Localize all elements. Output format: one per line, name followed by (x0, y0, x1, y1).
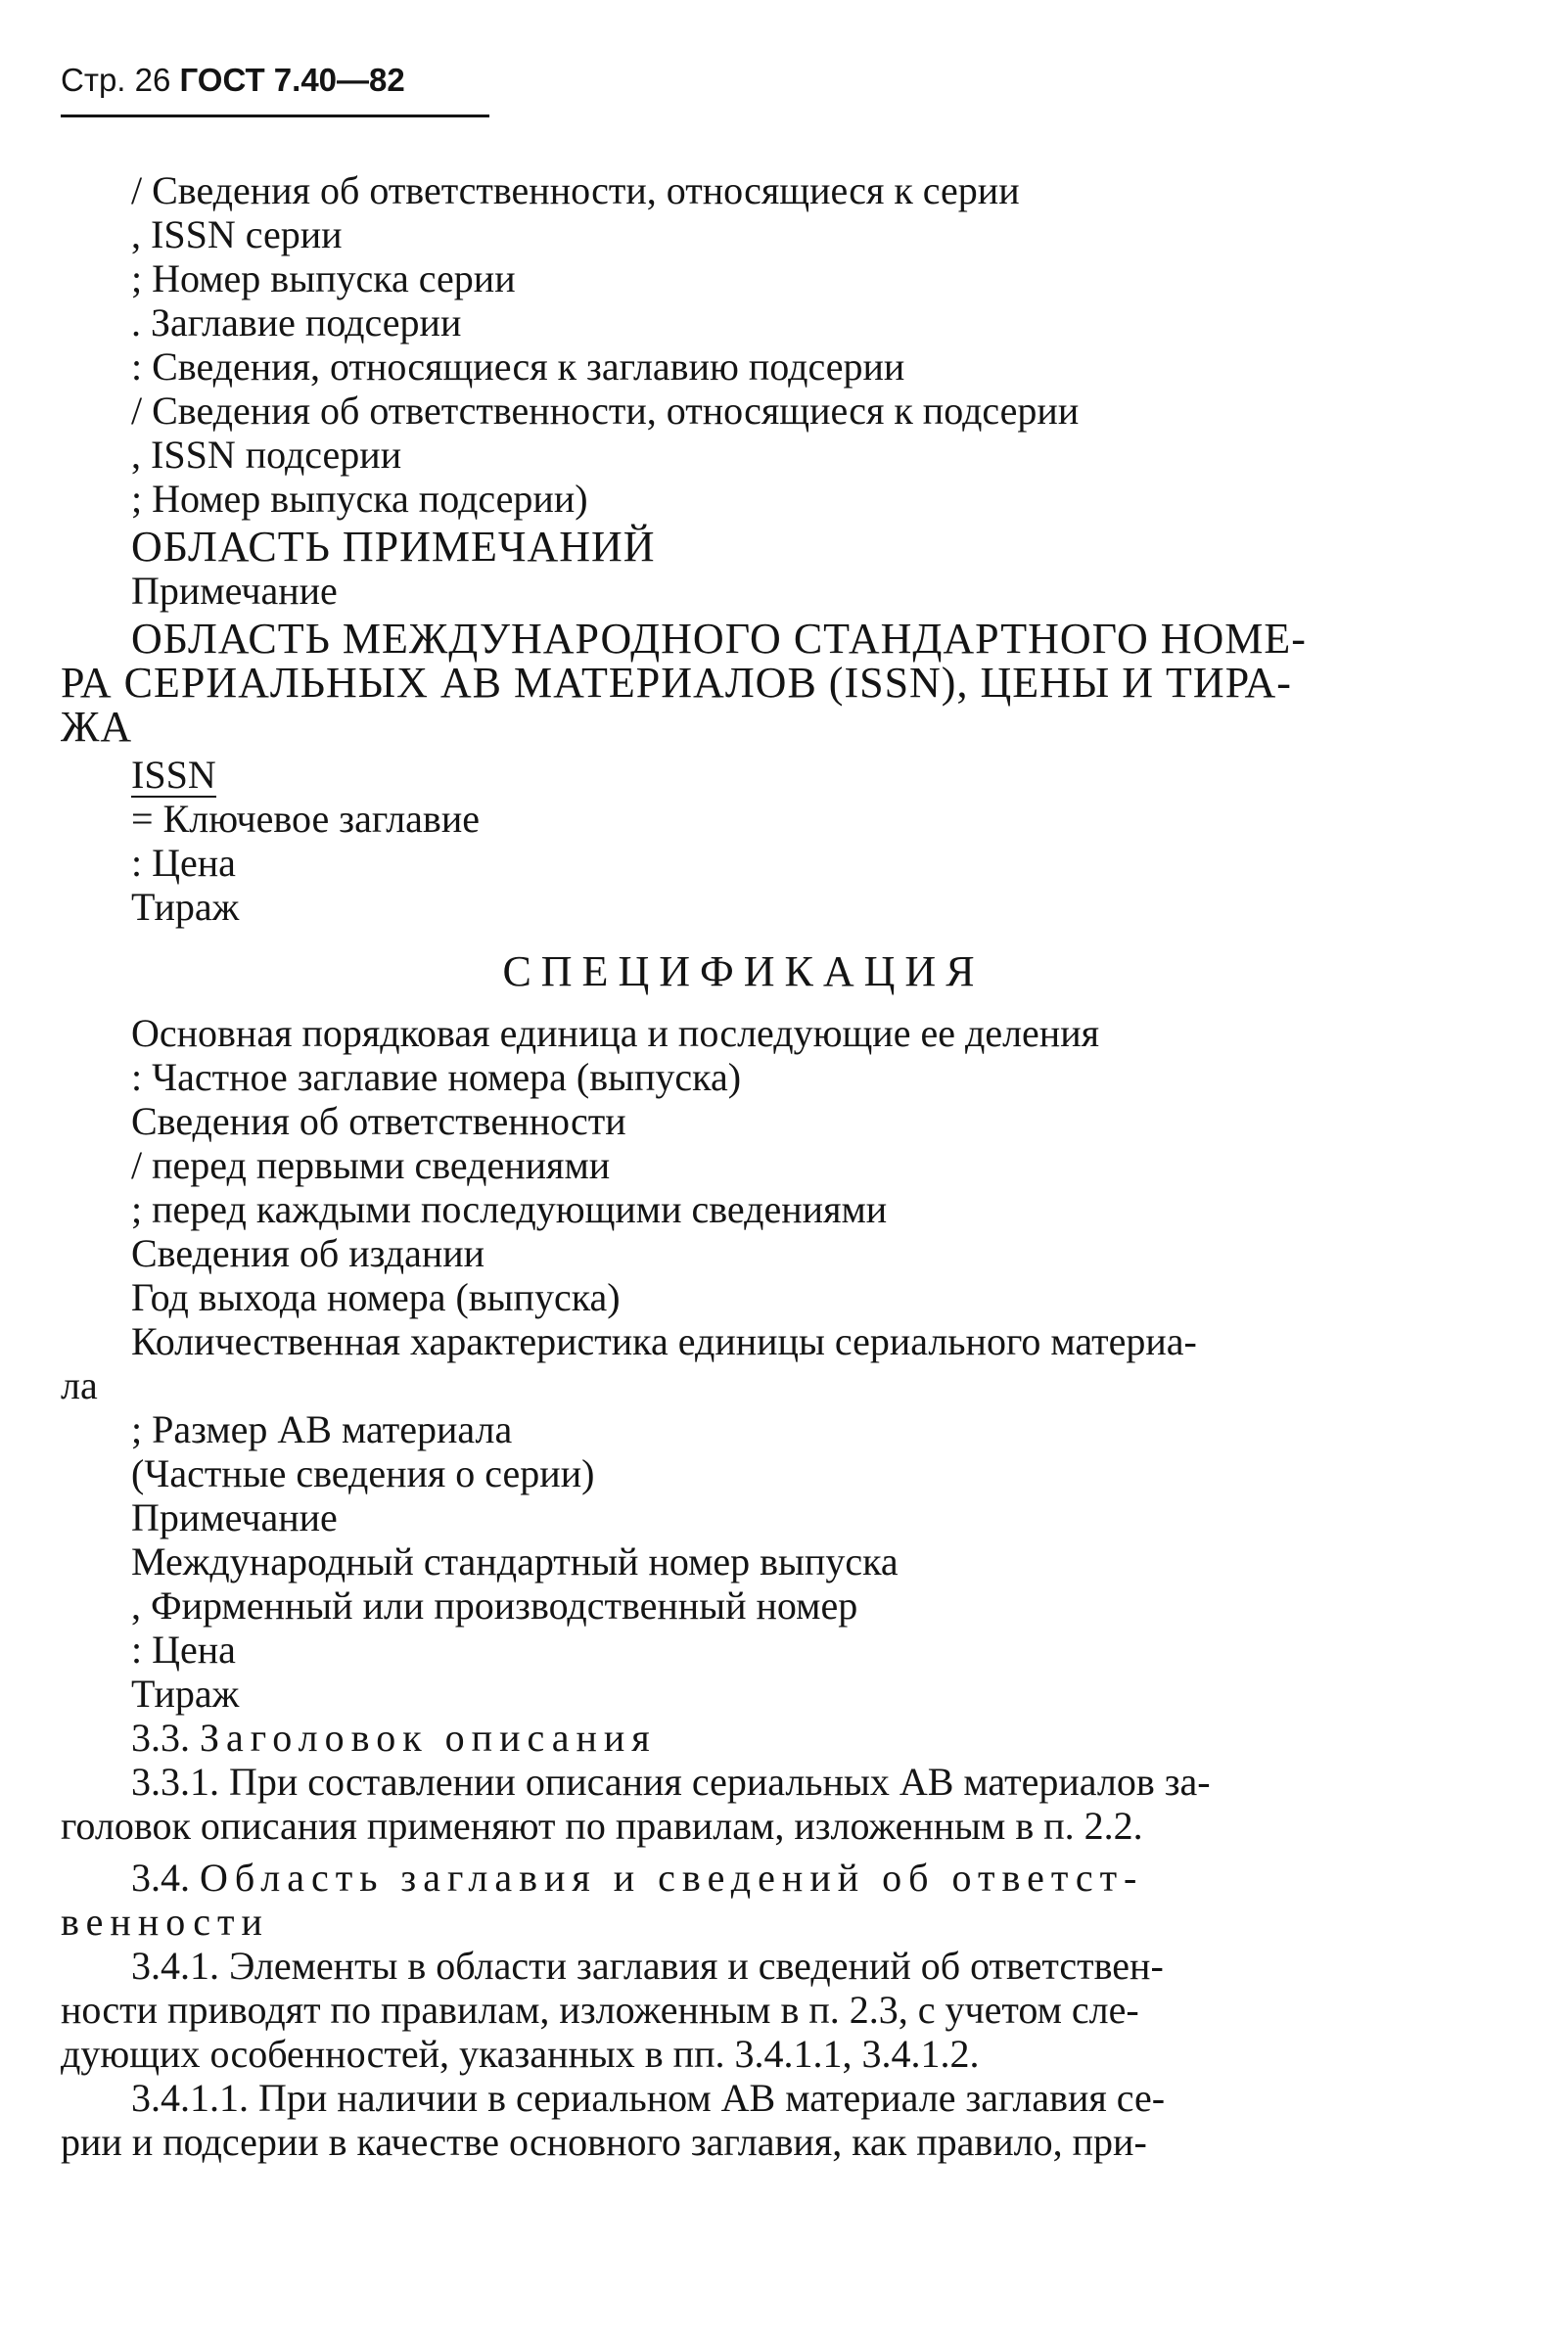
series-line: / Сведения об ответственности, относящиеся к подсерии (131, 389, 1080, 433)
section-3-4-number: 3.4. (131, 1856, 190, 1900)
series-block (61, 168, 1426, 521)
section-3-3-heading (61, 1716, 1426, 1760)
key-title-line: = Ключевое заглавие (131, 797, 480, 841)
spec-line: Примечание (131, 1495, 338, 1539)
series-line: / Сведения об ответственности, относящиеся к серии (131, 168, 1020, 212)
issn-area-title-line-1: ОБЛАСТЬ МЕЖДУНАРОДНОГО СТАНДАРТНОГО НОМЕ- (131, 615, 1307, 663)
spec-line: Международный стандартный номер выпуска (131, 1539, 899, 1584)
section-3-4-heading (61, 1856, 1426, 1900)
section-3-4-title-line-2: венности (61, 1900, 269, 1944)
section-3-3-1-line-1: 3.3.1. При составлении описания сериальных АВ материалов за- (131, 1760, 1211, 1804)
spec-line: : Цена (131, 1628, 236, 1672)
page-content (61, 168, 1426, 2164)
section-3-3-1-line-2: головок описания применяют по правилам, изложенным в п. 2.2. (61, 1804, 1143, 1848)
series-line: , ISSN серии (131, 212, 343, 256)
spec-line: : Частное заглавие номера (выпуска) (131, 1055, 742, 1099)
spec-line: (Частные сведения о серии) (131, 1451, 595, 1495)
section-3-3-number: 3.3. (131, 1716, 190, 1760)
price-line: : Цена (131, 841, 236, 885)
standard-number: ГОСТ 7.40—82 (179, 62, 405, 98)
section-3-4-title-line-1: Область заглавия и сведений об ответст- (200, 1856, 1144, 1900)
spec-line: Сведения об издании (131, 1231, 485, 1275)
header-rule (61, 115, 489, 117)
issn-area-title-line-2: РА СЕРИАЛЬНЫХ АВ МАТЕРИАЛОВ (ISSN), ЦЕНЫ И ТИРА- (61, 659, 1292, 707)
spec-line: / перед первыми сведениями (131, 1143, 611, 1187)
series-line: , ISSN подсерии (131, 433, 402, 477)
specification-title: СПЕЦИФИКАЦИЯ (502, 947, 985, 995)
spec-line: Тираж (131, 1672, 240, 1716)
series-line: ; Номер выпуска подсерии) (131, 477, 588, 521)
page-header (61, 61, 405, 100)
print-run-line: Тираж (131, 885, 240, 929)
section-3-4-1-1-line-2: рии и подсерии в качестве основного заглавия, как правило, при- (61, 2120, 1147, 2164)
specification-list (61, 1011, 1426, 1716)
section-3-4-1-line-3: дующих особенностей, указанных в пп. 3.4.1.1, 3.4.1.2. (61, 2032, 980, 2076)
page-number: Стр. 26 (61, 62, 171, 98)
issn-area-title-line-3: ЖА (61, 703, 133, 751)
section-3-4-1-line-1: 3.4.1. Элементы в области заглавия и сведений об ответствен- (131, 1944, 1164, 1988)
spec-line: Количественная характеристика единицы сериального материа- (131, 1319, 1197, 1363)
spec-line: ; перед каждыми последующими сведениями (131, 1187, 888, 1231)
spec-line: ла (61, 1363, 98, 1407)
notes-area-item: Примечание (131, 569, 338, 613)
issn-label: ISSN (131, 753, 216, 797)
spec-line: Сведения об ответственности (131, 1099, 626, 1143)
spec-line: , Фирменный или производственный номер (131, 1584, 858, 1628)
section-3-4-1-1-line-1: 3.4.1.1. При наличии в сериальном АВ материале заглавия се- (131, 2076, 1166, 2120)
notes-area-title: ОБЛАСТЬ ПРИМЕЧАНИЙ (131, 523, 656, 571)
section-3-4-1-line-2: ности приводят по правилам, изложенным в п. 2.3, с учетом сле- (61, 1988, 1139, 2032)
spec-line: Год выхода номера (выпуска) (131, 1275, 621, 1319)
spec-line: ; Размер АВ материала (131, 1407, 513, 1451)
section-3-3-title: Заголовок описания (200, 1716, 657, 1760)
series-line: . Заглавие подсерии (131, 300, 462, 344)
spec-line: Основная порядковая единица и последующие ее деления (131, 1011, 1100, 1055)
series-line: : Сведения, относящиеся к заглавию подсерии (131, 344, 905, 389)
series-line: ; Номер выпуска серии (131, 256, 516, 300)
issn-line (61, 753, 1426, 797)
